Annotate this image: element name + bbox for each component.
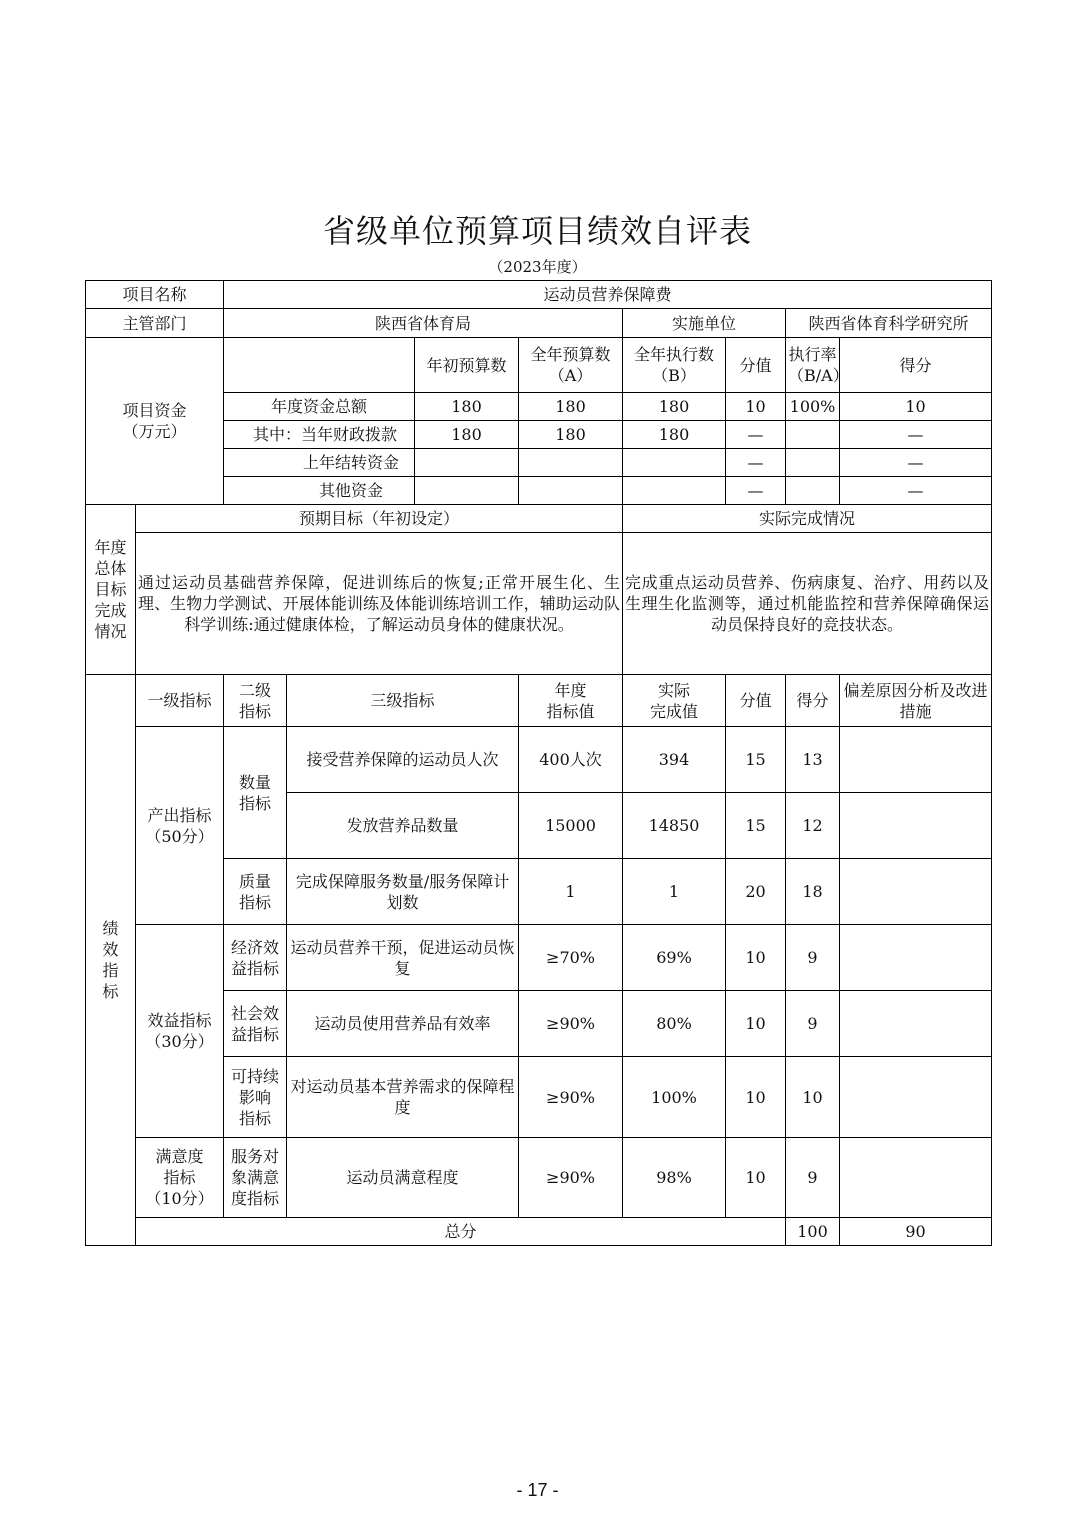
indicator-target: 400人次	[519, 727, 623, 793]
goals-expected-text: 通过运动员基础营养保障，促进训练后的恢复;正常开展生化、生理、生物力学测试、开展体能训练及体能训练培训工作，辅助运动队科学训练:通过健康体检，了解运动员身体的健康状况。	[136, 533, 623, 675]
funds-header-annual: 全年预算数（A）	[519, 338, 623, 393]
indicator-target: ≥90%	[519, 991, 623, 1057]
header-target: 年度 指标值	[519, 675, 623, 727]
funds-row-score: 10	[840, 393, 992, 421]
indicator-score: 9	[786, 1138, 840, 1218]
indicator-score-value: 10	[726, 1057, 786, 1138]
funds-row-annual	[519, 477, 623, 505]
funds-header-blank	[224, 338, 415, 393]
impl-label: 实施单位	[623, 309, 786, 338]
funds-row-rate	[786, 477, 840, 505]
project-name-value: 运动员营养保障费	[224, 281, 992, 309]
indicator-analysis	[840, 991, 992, 1057]
funds-header-executed: 全年执行数（B）	[623, 338, 726, 393]
indicator-actual: 80%	[623, 991, 726, 1057]
indicator-score-value: 15	[726, 727, 786, 793]
indicator-target: 1	[519, 859, 623, 925]
header-actual: 实际 完成值	[623, 675, 726, 727]
page-number: - 17 -	[516, 1480, 559, 1500]
funds-row-initial: 180	[415, 393, 519, 421]
header-level2: 二级 指标	[224, 675, 287, 727]
benefit-level2: 社会效 益指标	[224, 991, 287, 1057]
indicator-analysis	[840, 1138, 992, 1218]
indicator-target: 15000	[519, 793, 623, 859]
indicator-score-value: 10	[726, 991, 786, 1057]
funds-row-label: 年度资金总额	[224, 393, 415, 421]
header-score-value: 分值	[726, 675, 786, 727]
funds-header-initial: 年初预算数	[415, 338, 519, 393]
indicator-score: 12	[786, 793, 840, 859]
goals-label: 年度 总体 目标 完成 情况	[86, 505, 136, 675]
funds-row-label: 上年结转资金	[224, 449, 415, 477]
indicator-score: 9	[786, 991, 840, 1057]
indicator-name: 运动员营养干预，促进运动员恢复	[287, 925, 519, 991]
indicator-target: ≥90%	[519, 1057, 623, 1138]
indicator-actual: 1	[623, 859, 726, 925]
funds-row-annual	[519, 449, 623, 477]
indicator-score: 13	[786, 727, 840, 793]
satisfaction-level2: 服务对 象满意 度指标	[224, 1138, 287, 1218]
funds-row-score-value: 10	[726, 393, 786, 421]
indicator-score-value: 10	[726, 1138, 786, 1218]
indicator-analysis	[840, 925, 992, 991]
indicator-score: 18	[786, 859, 840, 925]
indicator-name: 运动员满意程度	[287, 1138, 519, 1218]
indicator-actual: 98%	[623, 1138, 726, 1218]
indicator-name: 完成保障服务数量/服务保障计划数	[287, 859, 519, 925]
funds-row-score-value: —	[726, 449, 786, 477]
indicator-actual: 100%	[623, 1057, 726, 1138]
funds-row-executed	[623, 477, 726, 505]
funds-row-rate: 100%	[786, 393, 840, 421]
funds-row-rate	[786, 421, 840, 449]
output-label: 产出指标 （50分）	[136, 727, 224, 925]
goals-actual-header: 实际完成情况	[623, 505, 992, 533]
funds-label: 项目资金 （万元）	[86, 338, 224, 505]
funds-row-label: 其中：当年财政拨款	[224, 421, 415, 449]
indicator-score-value: 10	[726, 925, 786, 991]
indicator-score-value: 15	[726, 793, 786, 859]
funds-row-initial	[415, 449, 519, 477]
dept-label: 主管部门	[86, 309, 224, 338]
indicator-target: ≥70%	[519, 925, 623, 991]
funds-row-rate	[786, 449, 840, 477]
indicators-label: 绩 效 指 标	[86, 675, 136, 1246]
benefit-label: 效益指标 （30分）	[136, 925, 224, 1138]
goals-actual-text: 完成重点运动员营养、伤病康复、治疗、用药以及生理生化监测等，通过机能监控和营养保障确保运动员保持良好的竞技状态。	[623, 533, 992, 675]
header-level3: 三级指标	[287, 675, 519, 727]
funds-row-score: —	[840, 449, 992, 477]
satisfaction-label: 满意度 指标 （10分）	[136, 1138, 224, 1218]
indicator-analysis	[840, 793, 992, 859]
header-level1: 一级指标	[136, 675, 224, 727]
indicator-name: 接受营养保障的运动员人次	[287, 727, 519, 793]
indicator-analysis	[840, 727, 992, 793]
funds-row-score-value: —	[726, 477, 786, 505]
funds-row-executed: 180	[623, 421, 726, 449]
total-score-value: 100	[786, 1218, 840, 1246]
project-name-label: 项目名称	[86, 281, 224, 309]
funds-row-score: —	[840, 477, 992, 505]
indicator-actual: 14850	[623, 793, 726, 859]
funds-row-executed	[623, 449, 726, 477]
dept-value: 陕西省体育局	[224, 309, 623, 338]
quality-label: 质量 指标	[224, 859, 287, 925]
indicator-analysis	[840, 1057, 992, 1138]
indicator-name: 运动员使用营养品有效率	[287, 991, 519, 1057]
funds-header-score: 得分	[840, 338, 992, 393]
funds-row-label: 其他资金	[224, 477, 415, 505]
total-label: 总分	[136, 1218, 786, 1246]
total-score: 90	[840, 1218, 992, 1246]
funds-row-annual: 180	[519, 421, 623, 449]
funds-row-score-value: —	[726, 421, 786, 449]
indicator-actual: 69%	[623, 925, 726, 991]
indicator-actual: 394	[623, 727, 726, 793]
indicator-score: 10	[786, 1057, 840, 1138]
evaluation-table	[85, 280, 992, 1246]
indicator-score: 9	[786, 925, 840, 991]
funds-row-score: —	[840, 421, 992, 449]
funds-row-initial: 180	[415, 421, 519, 449]
funds-row-annual: 180	[519, 393, 623, 421]
indicator-analysis	[840, 859, 992, 925]
indicator-name: 发放营养品数量	[287, 793, 519, 859]
goals-expected-header: 预期目标（年初设定）	[136, 505, 623, 533]
indicator-target: ≥90%	[519, 1138, 623, 1218]
indicator-score-value: 20	[726, 859, 786, 925]
document-subtitle: （2023年度）	[488, 258, 587, 276]
funds-header-score-value: 分值	[726, 338, 786, 393]
benefit-level2: 经济效 益指标	[224, 925, 287, 991]
header-score: 得分	[786, 675, 840, 727]
impl-value: 陕西省体育科学研究所	[786, 309, 992, 338]
indicator-name: 对运动员基本营养需求的保障程度	[287, 1057, 519, 1138]
header-analysis: 偏差原因分析及改进措施	[840, 675, 992, 727]
benefit-level2: 可持续 影响 指标	[224, 1057, 287, 1138]
document-title: 省级单位预算项目绩效自评表	[322, 212, 752, 250]
funds-row-executed: 180	[623, 393, 726, 421]
funds-row-initial	[415, 477, 519, 505]
quantity-label: 数量 指标	[224, 727, 287, 859]
funds-header-rate: 执行率（B/A）	[786, 338, 840, 393]
